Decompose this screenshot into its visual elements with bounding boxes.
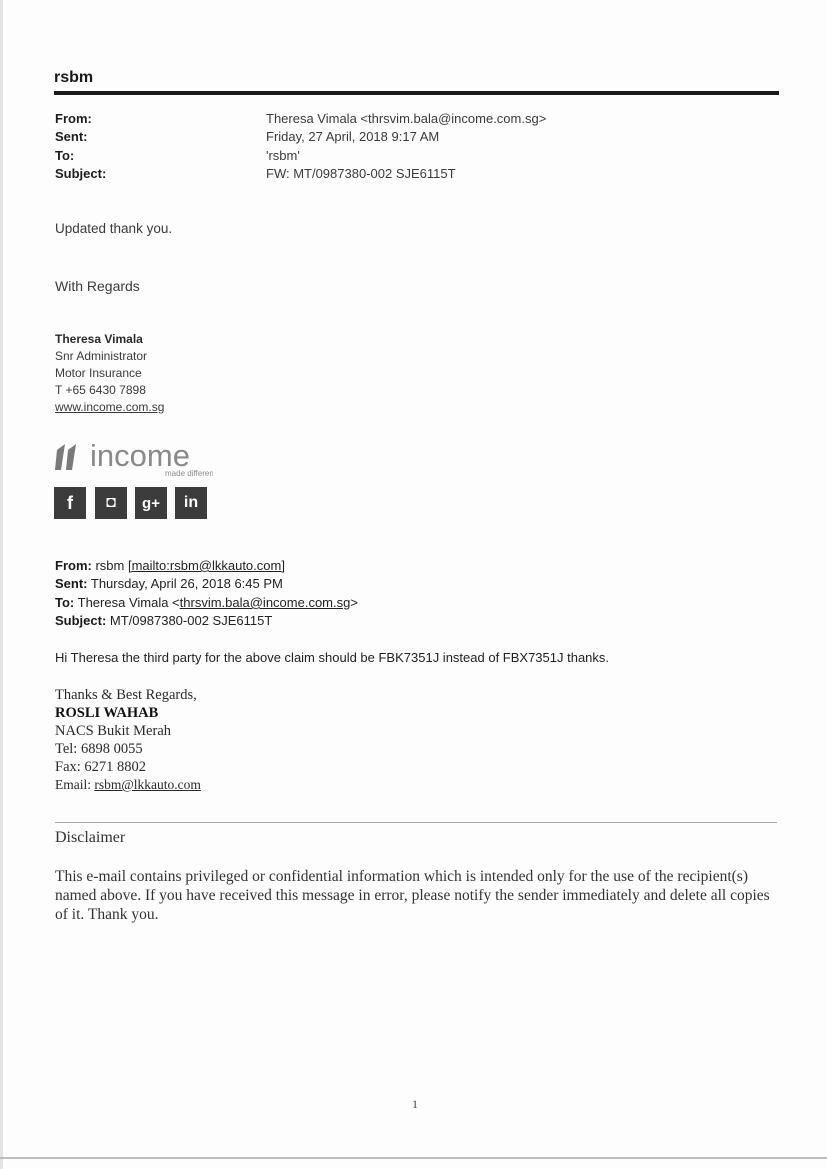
signature-role: Snr Administrator <box>55 349 148 363</box>
facebook-icon[interactable]: f <box>54 487 86 519</box>
subject-value: FW: MT/0987380-002 SJE6115T <box>266 166 456 181</box>
rb-fax: Fax: 6271 8802 <box>55 759 147 775</box>
income-logo <box>53 436 213 480</box>
rb-email-row <box>55 776 201 794</box>
fwd-subject-value: MT/0987380-002 SJE6115T <box>109 613 273 628</box>
linkedin-icon[interactable]: in <box>175 487 207 519</box>
disclaimer-title: Disclaimer <box>55 829 126 846</box>
fwd-subject-label: Subject: <box>55 613 107 628</box>
logo-tagline: made different <box>165 469 213 478</box>
to-value: 'rsbm' <box>266 148 300 163</box>
document-title: rsbm <box>54 69 94 86</box>
from-label: From: <box>55 111 92 126</box>
fwd-from-label: From: <box>55 558 92 573</box>
rb-tel: Tel: 6898 0055 <box>55 741 143 757</box>
to-label: To: <box>55 148 75 163</box>
rb-email-label: Email: <box>55 777 95 792</box>
fwd-from-row <box>55 558 285 573</box>
fwd-to-label: To: <box>55 595 75 610</box>
fwd-sent-row <box>55 576 283 591</box>
rb-email-link[interactable]: rsbm@lkkauto.com <box>94 777 201 792</box>
sent-label: Sent: <box>55 129 88 144</box>
fwd-mailto-link[interactable]: [mailto:rsbm@lkkauto.com] <box>127 558 285 573</box>
scan-edge <box>0 0 3 1169</box>
fwd-from-name: rsbm <box>95 558 125 573</box>
from-value: Theresa Vimala <thrsvim.bala@income.com.sg> <box>266 111 547 126</box>
disclaimer-text: This e-mail contains privileged or confidential information which is intended only for the use of the recipient(s) named above. If you have received this message in error, please notify the sender immediately and delete all copies of it. Thank you. <box>55 868 770 923</box>
fwd-to-row <box>55 595 358 610</box>
logo-wordmark: income <box>90 438 190 473</box>
rb-branch: NACS Bukit Merah <box>55 723 171 739</box>
rb-signature <box>55 686 201 794</box>
sent-value: Friday, 27 April, 2018 9:17 AM <box>266 129 440 144</box>
fwd-message: Hi Theresa the third party for the above claim should be FBK7351J instead of FBX7351J thanks. <box>55 650 610 665</box>
fwd-to-name: Theresa Vimala < <box>77 595 180 610</box>
instagram-icon[interactable]: ◘ <box>95 487 127 519</box>
rb-closing: Thanks & Best Regards, <box>55 687 197 703</box>
fwd-to-close: > <box>350 595 358 610</box>
disclaimer-divider <box>55 822 777 823</box>
website-link[interactable]: www.income.com.sg <box>55 400 165 414</box>
fwd-sent-label: Sent: <box>55 576 88 591</box>
signature-phone: T +65 6430 7898 <box>55 383 146 397</box>
signature <box>55 331 164 416</box>
title-rule <box>54 91 779 95</box>
rb-name: ROSLI WAHAB <box>55 705 159 721</box>
subject-label: Subject: <box>55 166 107 181</box>
regards-line: With Regards <box>55 278 140 294</box>
signature-dept: Motor Insurance <box>55 366 142 380</box>
fwd-sent-value: Thursday, April 26, 2018 6:45 PM <box>90 576 283 591</box>
scan-edge-bottom <box>0 1157 827 1159</box>
fwd-subject-row <box>55 613 272 628</box>
signature-name: Theresa Vimala <box>55 332 143 346</box>
page-number: 1 <box>412 1097 418 1111</box>
reply-line: Updated thank you. <box>55 221 173 236</box>
fwd-to-email-link[interactable]: thrsvim.bala@income.com.sg <box>179 595 351 610</box>
googleplus-icon[interactable]: g+ <box>135 487 167 519</box>
